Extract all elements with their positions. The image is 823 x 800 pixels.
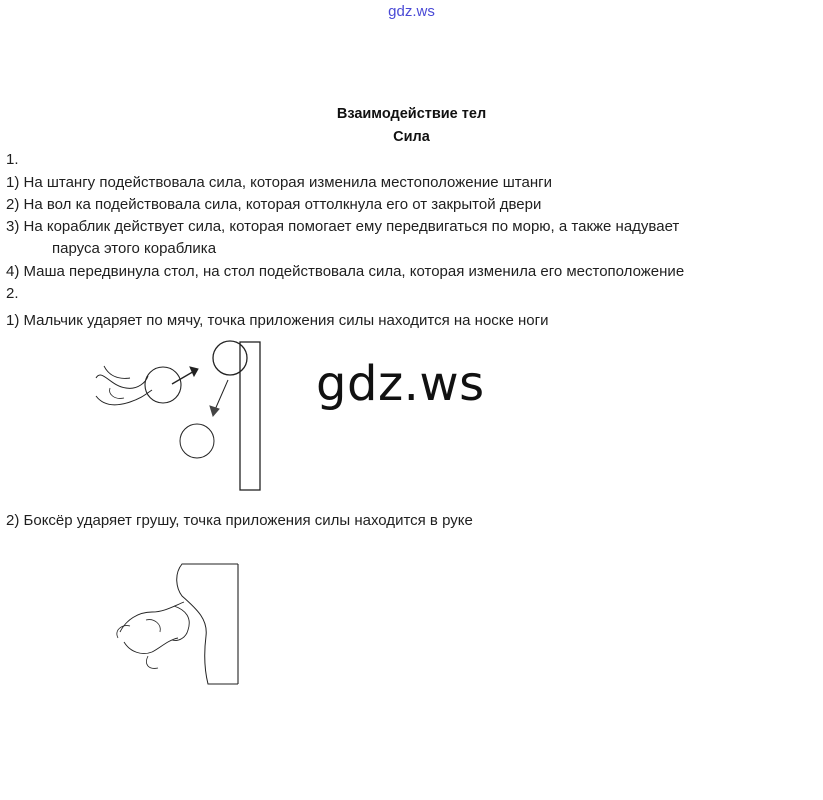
boxer-punch-sketch-icon: [108, 560, 248, 688]
task1-item-1: 1) На штангу подействовала сила, которая изменила местоположение штанги: [6, 174, 552, 191]
task2-number: 2.: [6, 285, 19, 302]
page-subtitle: Сила: [393, 129, 430, 145]
task1-item-3-continuation: паруса этого кораблика: [52, 240, 217, 257]
task1-number: 1.: [6, 151, 19, 168]
task1-item-2: 2) На вол ка подействовала сила, которая оттолкнула его от закрытой двери: [6, 196, 542, 213]
task2-item-2: 2) Боксёр ударяет грушу, точка приложения силы находится в руке: [6, 512, 473, 529]
task1-item-4: 4) Маша передвинула стол, на стол подействовала сила, которая изменила его местоположение: [6, 263, 685, 280]
watermark: gdz.ws: [316, 356, 485, 412]
site-link[interactable]: gdz.ws: [388, 3, 435, 20]
task2-item-1: 1) Мальчик ударяет по мячу, точка приложения силы находится на носке ноги: [6, 312, 549, 329]
kick-ball-sketch-icon: [90, 338, 270, 496]
page-title: Взаимодействие тел: [336, 106, 487, 122]
task1-item-3: 3) На кораблик действует сила, которая помогает ему передвигаться по морю, а также надувает: [6, 218, 680, 235]
